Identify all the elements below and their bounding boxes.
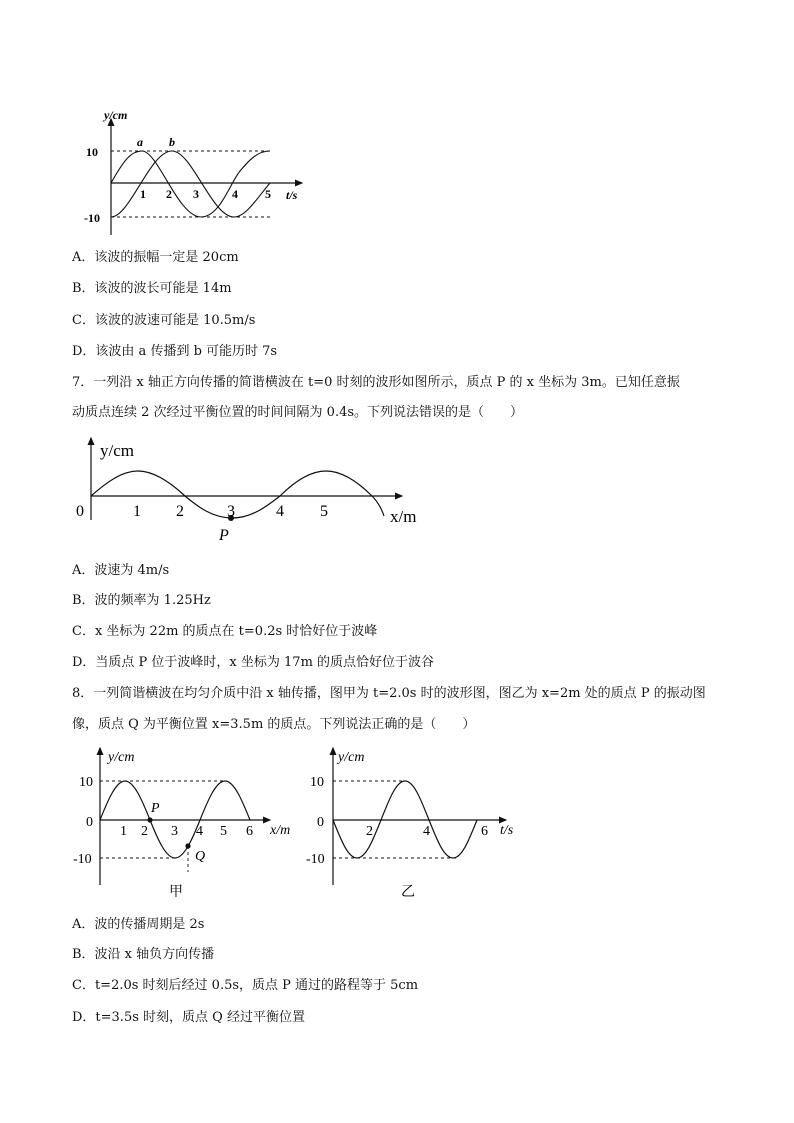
point-p-dot (147, 817, 152, 822)
y-tick-bottom: -10 (84, 211, 100, 225)
x-tick: 5 (265, 187, 271, 201)
x-tick: 4 (423, 824, 430, 839)
x-axis-label: x/m (390, 507, 417, 526)
origin-label: 0 (76, 503, 84, 520)
point-q-label: Q (195, 849, 206, 864)
q7-option-a: A．波速为 4m/s (72, 563, 170, 578)
q6-option-b: B．该波的波长可能是 14m (72, 281, 232, 296)
q7-option-b: B．波的频率为 1.25Hz (72, 593, 211, 608)
x-tick: 4 (276, 503, 284, 520)
q6-option-c: C．该波的波速可能是 10.5m/s (72, 313, 256, 328)
figure-q8-vibration-yi (306, 740, 526, 905)
q8-stem-line1: 8．一列简谐横波在均匀介质中沿 x 轴传播，图甲为 t=2.0s 时的波形图，图乙为 x=2m 处的质点 P 的振动图 (72, 686, 706, 701)
x-tick: 2 (141, 824, 148, 839)
q7-option-c: C．x 坐标为 22m 的质点在 t=0.2s 时恰好位于波峰 (72, 624, 378, 639)
q8-option-c: C．t=2.0s 时刻后经过 0.5s，质点 P 通过的路程等于 5cm (72, 978, 419, 993)
curve-b-label: b (169, 135, 175, 149)
x-tick: 1 (140, 187, 146, 201)
x-tick: 2 (166, 187, 172, 201)
q7-stem-line2: 动质点连续 2 次经过平衡位置的时间间隔为 0.4s。下列说法错误的是（ ） (72, 405, 524, 420)
x-tick: 5 (220, 824, 227, 839)
y-tick-bottom: -10 (73, 852, 92, 867)
q7-option-d: D．当质点 P 位于波峰时，x 坐标为 17m 的质点恰好位于波谷 (72, 655, 435, 670)
x-axis-label: t/s (500, 823, 514, 838)
curve-a (111, 151, 270, 217)
x-tick: 3 (193, 187, 199, 201)
q8-option-a: A．波的传播周期是 2s (72, 917, 205, 932)
q6-option-a: A．该波的振幅一定是 20cm (72, 250, 239, 265)
y-axis-label: y/cm (338, 750, 365, 765)
x-axis-label: t/s (286, 188, 298, 202)
q6-option-d: D．该波由 a 传播到 b 可能历时 7s (72, 344, 278, 359)
point-p-label: P (219, 527, 229, 544)
origin-label: 0 (317, 815, 324, 830)
figure-q6-vibration-graph (80, 105, 320, 245)
y-tick-top: 10 (310, 775, 324, 790)
x-tick: 6 (246, 824, 253, 839)
y-axis-label: y/cm (100, 441, 134, 460)
x-tick: 2 (176, 503, 184, 520)
q8-stem-line2: 像，质点 Q 为平衡位置 x=3.5m 的质点。下列说法正确的是（ ） (72, 717, 476, 732)
q7-stem-line1: 7．一列沿 x 轴正方向传播的简谐横波在 t=0 时刻的波形如图所示，质点 P 的 x 坐标为 3m。已知任意振 (72, 375, 680, 390)
x-tick: 5 (320, 503, 328, 520)
x-tick: 2 (366, 824, 373, 839)
point-p-label: P (151, 801, 160, 816)
y-tick-top: 10 (79, 775, 93, 790)
figure-q7-waveform (72, 430, 432, 550)
x-tick: 3 (171, 824, 178, 839)
figure-q8-waveform-jia (72, 740, 312, 905)
x-tick: 6 (481, 824, 488, 839)
curve-a-label: a (137, 135, 143, 149)
q8-option-b: B．波沿 x 轴负方向传播 (72, 947, 215, 962)
y-tick-top: 10 (86, 145, 98, 159)
q8-option-d: D．t=3.5s 时刻，质点 Q 经过平衡位置 (72, 1010, 305, 1025)
figure-caption-jia: 甲 (169, 885, 183, 900)
x-axis-label: x/m (270, 823, 291, 838)
origin-label: 0 (86, 815, 93, 830)
curve-b (111, 151, 270, 217)
y-tick-bottom: -10 (306, 852, 325, 867)
x-tick: 3 (227, 503, 235, 520)
y-axis-label: y/cm (104, 108, 128, 122)
x-tick: 4 (232, 187, 238, 201)
figure-caption-yi: 乙 (401, 885, 415, 900)
x-tick: 4 (196, 824, 203, 839)
point-q-dot (185, 843, 190, 848)
x-tick: 1 (120, 824, 127, 839)
y-axis-label: y/cm (108, 750, 135, 765)
x-tick: 1 (133, 503, 141, 520)
